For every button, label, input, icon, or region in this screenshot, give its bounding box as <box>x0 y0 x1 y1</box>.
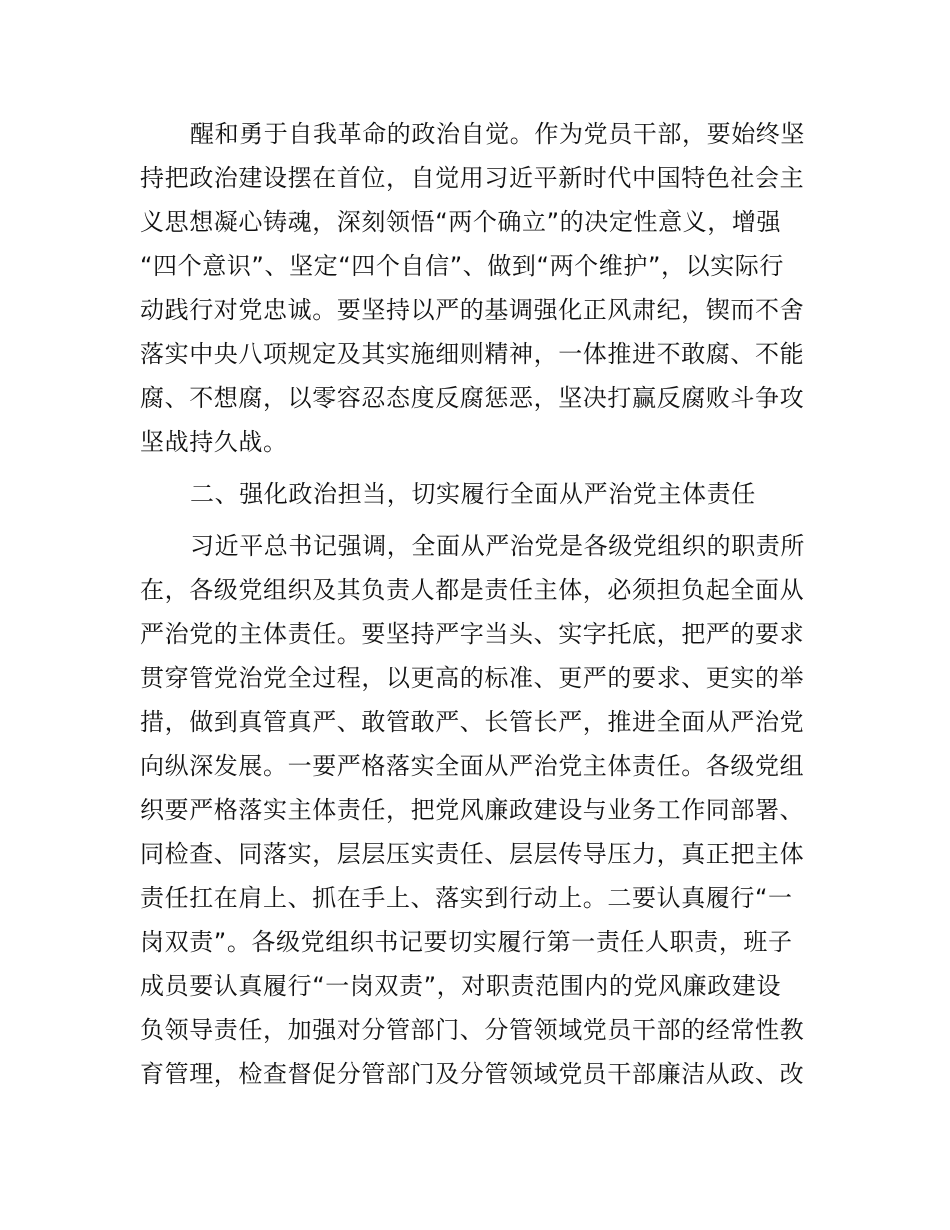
text-line: 措，做到真管真严、敢管敢严、长管长严，推进全面从严治党 <box>140 708 805 736</box>
text-line: 责任扛在肩上、抓在手上、落实到行动上。二要认真履行“一 <box>140 884 793 912</box>
text-line: 严治党的主体责任。要坚持严字当头、实字托底，把严的要求 <box>140 620 805 648</box>
text-line: 贯穿管党治党全过程，以更高的标准、更严的要求、更实的举 <box>140 664 805 692</box>
text-line: 负领导责任，加强对分管部门、分管领域党员干部的经常性教 <box>140 1016 805 1044</box>
text-line: “四个意识”、坚定“四个自信”、做到“两个维护”，以实际行 <box>140 252 784 280</box>
text-line: 坚战持久战。 <box>140 428 288 456</box>
text-line: 向纵深发展。一要严格落实全面从严治党主体责任。各级党组 <box>140 752 805 780</box>
text-line: 织要严格落实主体责任，把党风廉政建设与业务工作同部署、 <box>140 796 805 824</box>
text-line: 动践行对党忠诚。要坚持以严的基调强化正风肃纪，锲而不舍 <box>140 296 805 324</box>
text-line: 义思想凝心铸魂，深刻领悟“两个确立”的决定性意义，增强 <box>140 208 782 236</box>
text-line: 成员要认真履行“一岗双责”，对职责范围内的党风廉政建设 <box>140 972 782 1000</box>
text-line: 腐、不想腐，以零容忍态度反腐惩恶，坚决打赢反腐败斗争攻 <box>140 384 805 412</box>
text-line: 在，各级党组织及其负责人都是责任主体，必须担负起全面从 <box>140 576 805 604</box>
text-line: 育管理，检查督促分管部门及分管领域党员干部廉洁从政、改 <box>140 1060 805 1088</box>
text-line: 同检查、同落实，层层压实责任、层层传导压力，真正把主体 <box>140 840 805 868</box>
text-line: 岗双责”。各级党组织书记要切实履行第一责任人职责，班子 <box>140 928 793 956</box>
section-heading: 二、强化政治担当，切实履行全面从严治党主体责任 <box>190 480 756 508</box>
text-line: 醒和勇于自我革命的政治自觉。作为党员干部，要始终坚 <box>190 120 805 148</box>
text-line: 落实中央八项规定及其实施细则精神，一体推进不敢腐、不能 <box>140 340 805 368</box>
text-line: 持把政治建设摆在首位，自觉用习近平新时代中国特色社会主 <box>140 164 805 192</box>
text-line: 习近平总书记强调，全面从严治党是各级党组织的职责所 <box>190 532 805 560</box>
